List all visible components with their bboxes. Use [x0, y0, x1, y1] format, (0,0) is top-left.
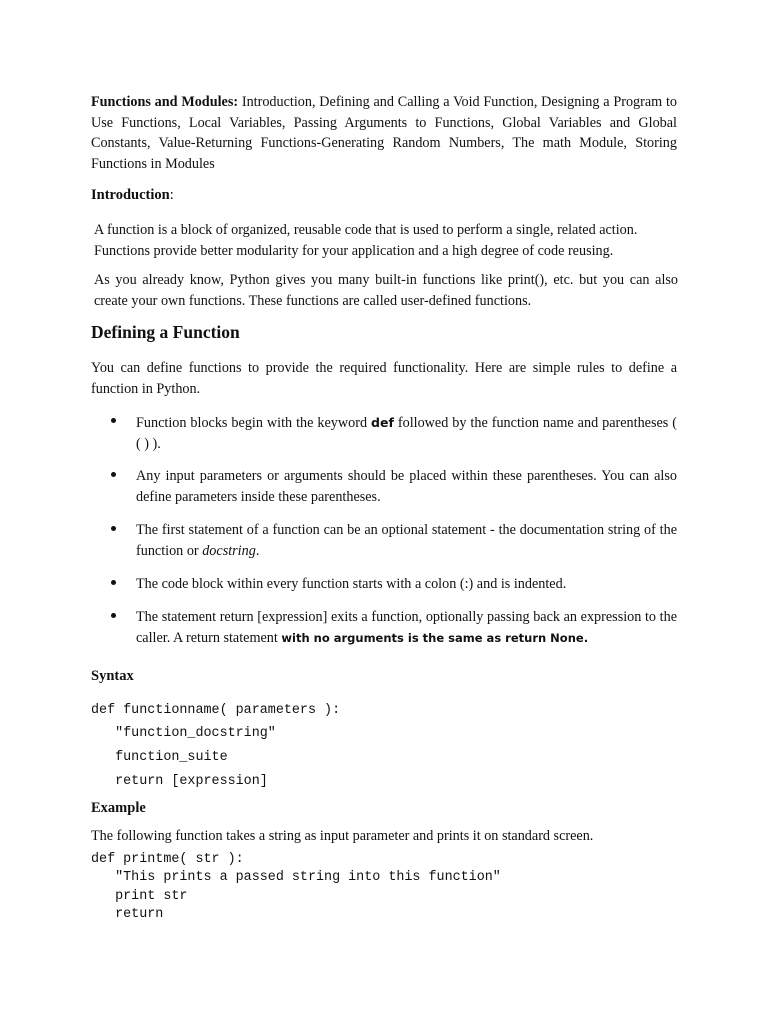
code-line: def printme( str ): [91, 852, 244, 867]
syntax-heading: Syntax [91, 668, 134, 684]
list-item-text: The code block within every function starts with a colon (:) and is indented. [136, 576, 567, 592]
bullet-icon [111, 418, 116, 423]
bullet-icon [111, 526, 116, 531]
keyword-def: def [371, 415, 394, 430]
defining-heading: Defining a Function [91, 322, 240, 342]
code-line: return [expression] [91, 774, 268, 789]
list-item-text [136, 520, 677, 562]
code-line: print str [91, 889, 188, 904]
list-item-text-start: Function blocks begin with the keyword [136, 415, 372, 431]
defining-intro: You can define functions to provide the required functionality. Here are simple rules to define a function in Python. [91, 360, 677, 397]
overview-lead: Functions and Modules: [91, 94, 239, 110]
overview-text: Introduction, Defining and Calling a Void Function, Designing a Program to Use Functions, Local Variables, Passing Arguments to Functions, Global Variables and Global Constants, Value-Returning Functions-Generating Random Numbers, The math Module, Storing Functions in Modules [91, 94, 677, 172]
introduction-heading-text: Introduction [91, 187, 170, 203]
list-item-text: Any input parameters or arguments should be placed within these parentheses. You can also define parameters inside these parentheses. [136, 468, 677, 505]
introduction-paragraph-1: A function is a block of organized, reusable code that is used to perform a single, related action. Functions provide better modularity for your application and a high degree of code reusing. [94, 222, 638, 259]
list-item-text-bold-tail: with no arguments is the same as return None. [281, 631, 589, 645]
list-item-text [136, 412, 677, 455]
example-heading: Example [91, 800, 146, 816]
docstring-term: docstring [202, 543, 256, 559]
example-description: The following function takes a string as input parameter and prints it on standard screen. [91, 828, 594, 844]
list-item-text-start: The statement return [expression] exits a function, optionally passing back an expression to the caller. A return statement [136, 609, 677, 646]
list-item-text [136, 607, 677, 649]
code-line: "This prints a passed string into this function" [91, 870, 501, 885]
code-line: "function_docstring" [91, 726, 276, 741]
list-item-text-end: followed by the function name and parentheses ( ( ) ). [136, 415, 677, 452]
list-item-text-end: . [255, 543, 260, 559]
bullet-icon [111, 472, 116, 477]
code-line: def functionname( parameters ): [91, 703, 341, 718]
code-line: return [91, 907, 164, 922]
introduction-heading [91, 187, 174, 204]
code-line: function_suite [91, 750, 228, 765]
bullet-icon [111, 580, 116, 585]
introduction-paragraph-2: As you already know, Python gives you many built-in functions like print(), etc. but you can also create your own functions. These functions are called user-defined functions. [94, 272, 678, 309]
overview-paragraph [91, 92, 677, 174]
list-item-text-start: The first statement of a function can be an optional statement - the documentation string of the function or [136, 522, 677, 559]
introduction-heading-colon: : [169, 187, 174, 203]
bullet-icon [111, 613, 116, 618]
